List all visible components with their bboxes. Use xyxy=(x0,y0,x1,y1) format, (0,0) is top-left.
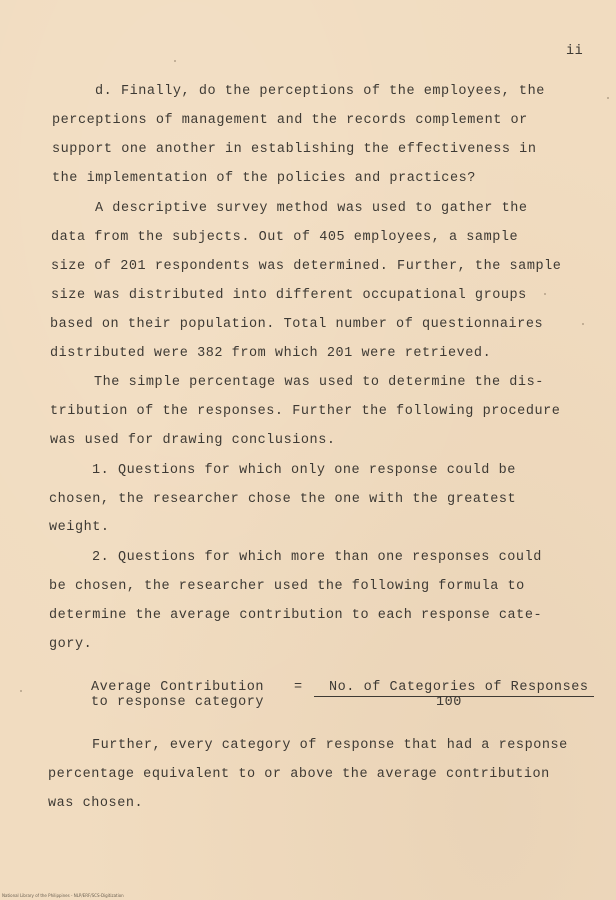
text-line: 2. Questions for which more than one responses could xyxy=(92,550,542,565)
text-line: determine the average contribution to each response cate- xyxy=(49,608,543,623)
page-number: ii xyxy=(566,44,584,59)
text-line: percentage equivalent to or above the average contribution xyxy=(48,767,550,782)
text-line: 1. Questions for which only one response could be xyxy=(92,463,516,478)
paper-speck xyxy=(607,97,609,99)
text-line: The simple percentage was used to determine the dis- xyxy=(94,375,544,390)
text-line: size was distributed into different occupational groups xyxy=(51,288,527,303)
text-line: was chosen. xyxy=(48,796,144,811)
formula-equals-sign: = xyxy=(294,680,303,695)
paper-speck xyxy=(544,293,546,295)
digitization-footer: National Library of the Philippines - NLP/ERF/SCS-Digitization xyxy=(2,893,124,898)
paper-speck xyxy=(20,690,22,692)
formula-label-line2: to response category xyxy=(91,695,265,710)
paper-speck xyxy=(582,323,584,325)
text-line: data from the subjects. Out of 405 employees, a sample xyxy=(51,230,519,245)
text-line: gory. xyxy=(49,637,93,652)
paper-speck xyxy=(174,60,176,62)
formula-numerator: No. of Categories of Responses xyxy=(329,680,589,695)
text-line: based on their population. Total number of questionnaires xyxy=(50,317,544,332)
text-line: chosen, the researcher chose the one with the greatest xyxy=(49,492,517,507)
formula-denominator: 100 xyxy=(436,695,462,710)
text-line: distributed were 382 from which 201 were retrieved. xyxy=(50,346,492,361)
text-line: A descriptive survey method was used to gather the xyxy=(95,201,528,216)
text-line: support one another in establishing the effectiveness in xyxy=(52,142,537,157)
text-line: Further, every category of response that had a response xyxy=(92,738,568,753)
text-line: d. Finally, do the perceptions of the employees, the xyxy=(95,84,545,99)
text-line: weight. xyxy=(49,520,110,535)
text-line: perceptions of management and the records complement or xyxy=(52,113,528,128)
text-line: size of 201 respondents was determined. Further, the sample xyxy=(51,259,562,274)
text-line: tribution of the responses. Further the following procedure xyxy=(50,404,561,419)
formula-label-line1: Average Contribution xyxy=(91,680,265,695)
text-line: be chosen, the researcher used the following formula to xyxy=(49,579,525,594)
text-line: was used for drawing conclusions. xyxy=(50,433,336,448)
text-line: the implementation of the policies and practices? xyxy=(52,171,476,186)
